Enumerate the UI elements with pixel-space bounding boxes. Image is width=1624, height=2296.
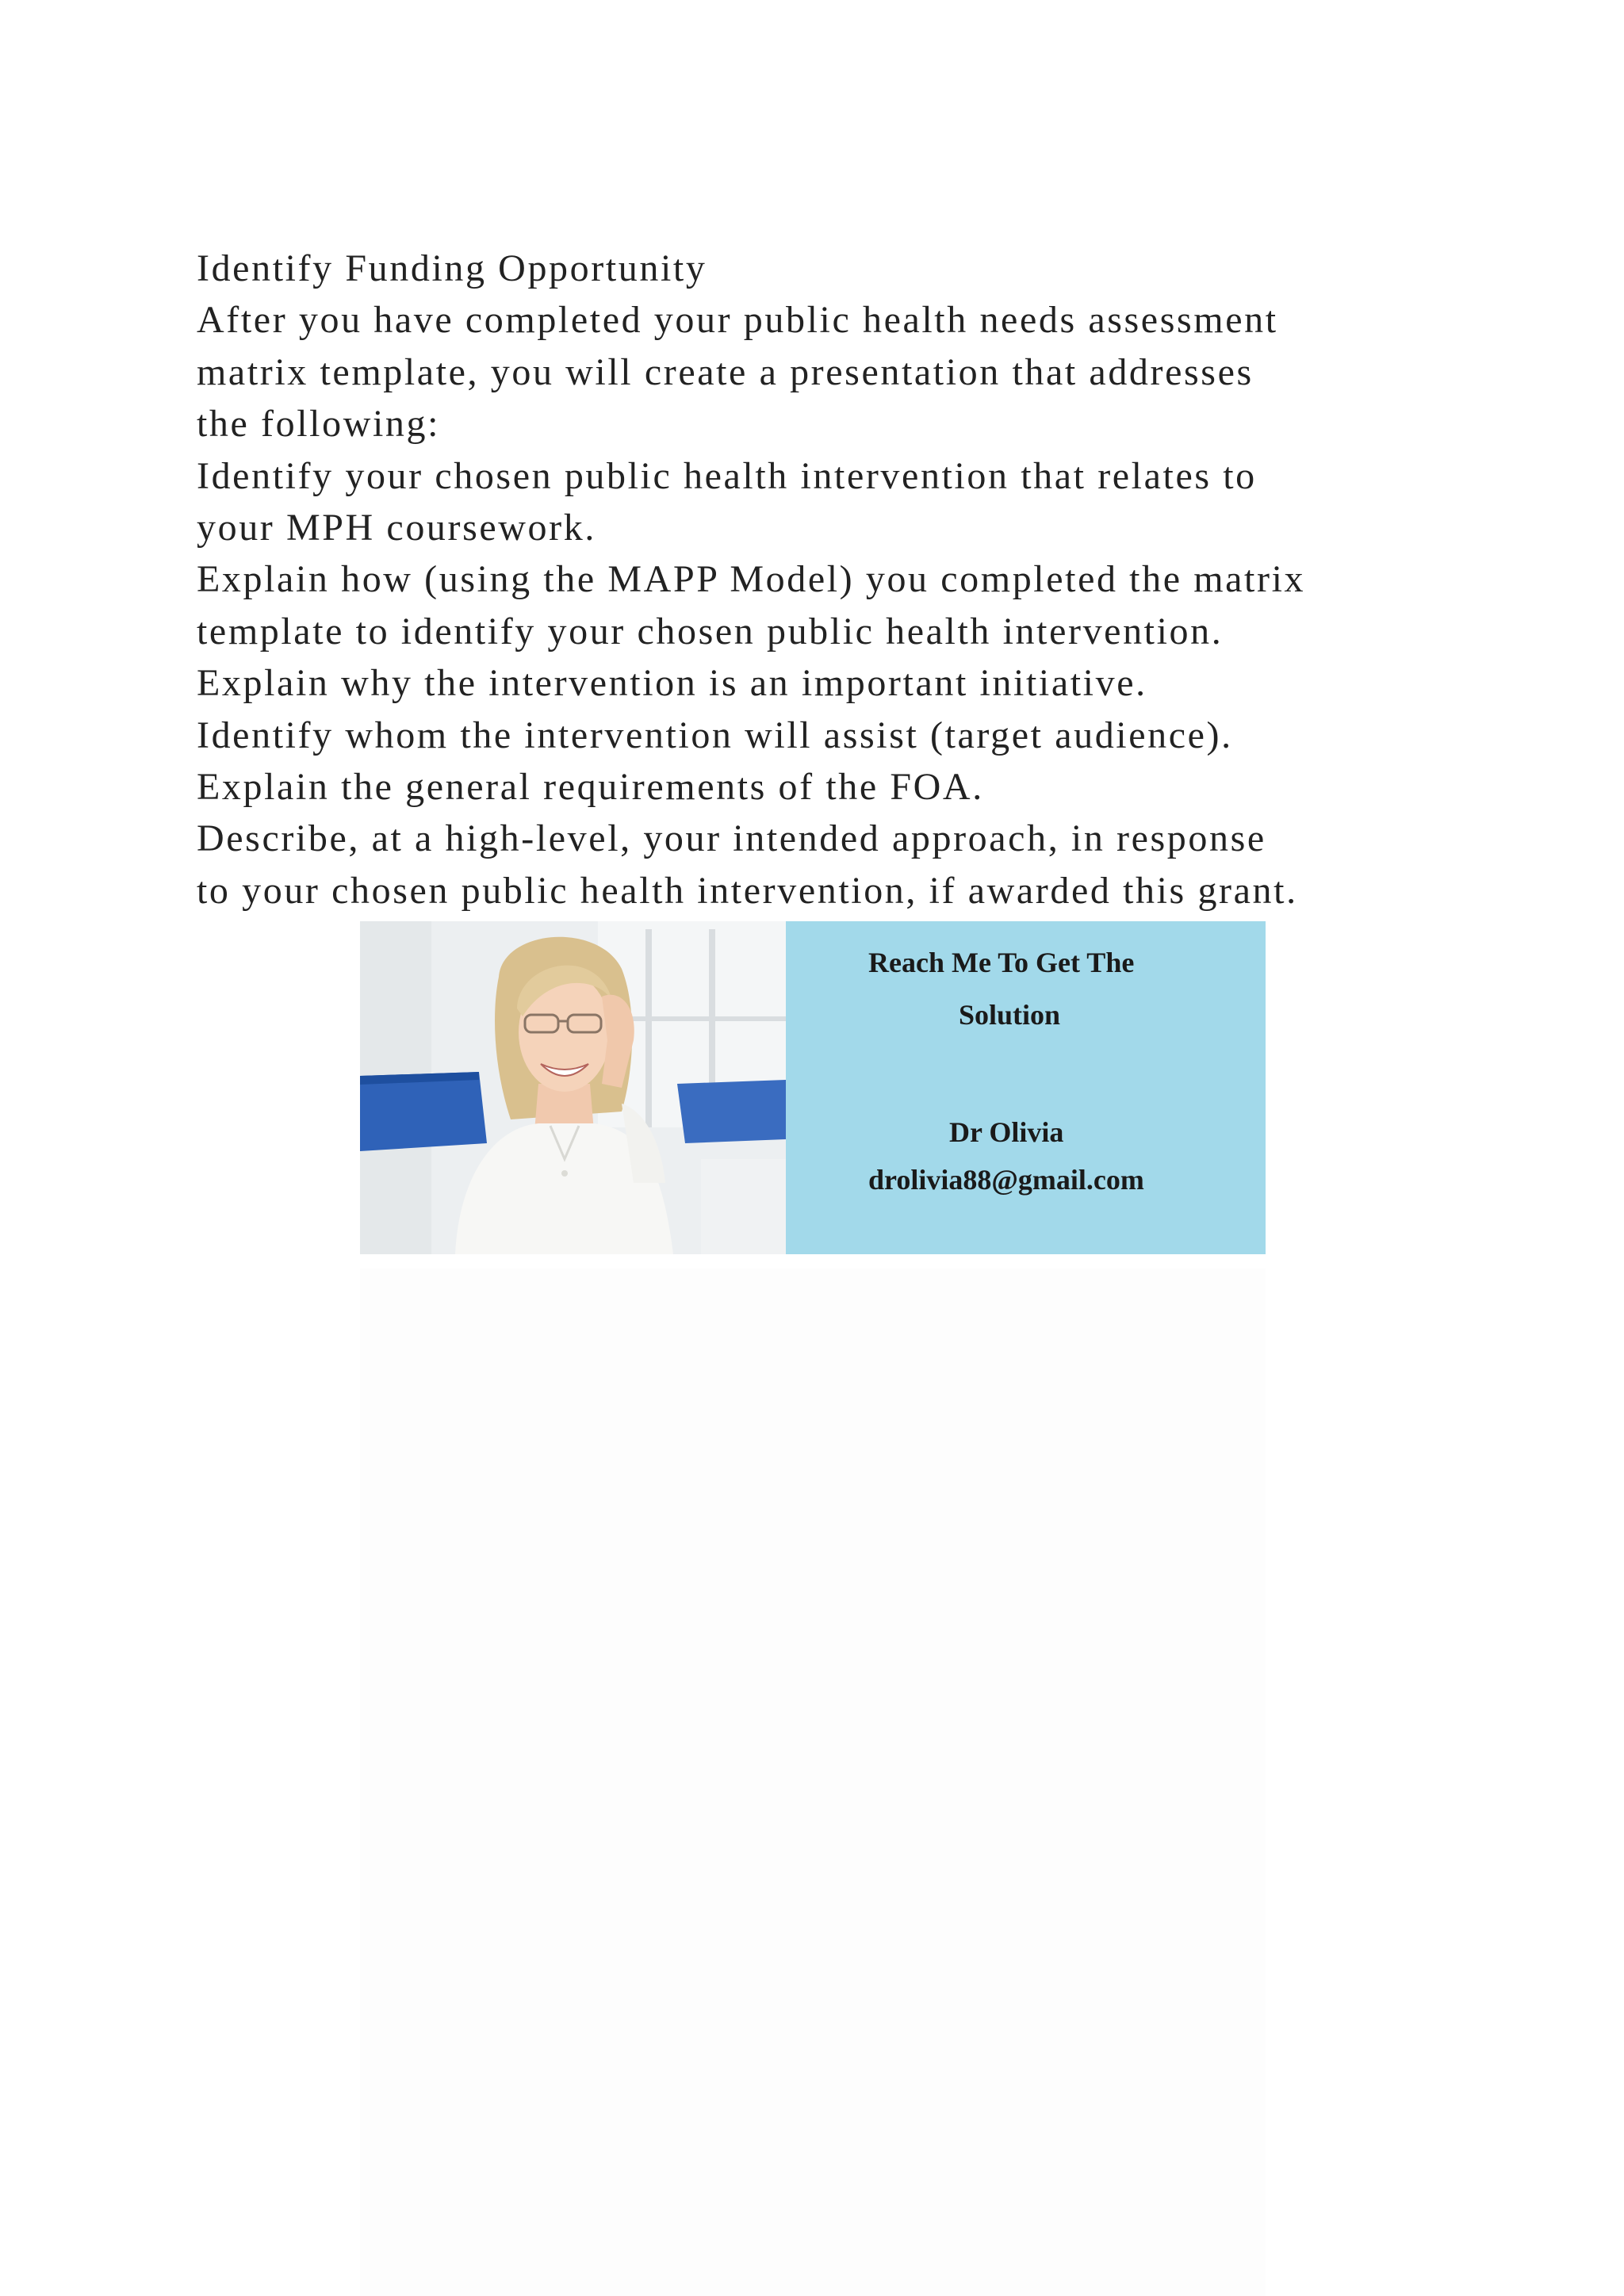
document-line: Explain why the intervention is an important initiative.	[197, 662, 1147, 705]
document-line: the following:	[197, 403, 441, 446]
document-line: to your chosen public health intervention, if awarded this grant.	[197, 869, 1298, 912]
document-line: matrix template, you will create a presentation that addresses	[197, 350, 1254, 393]
document-line: After you have completed your public health needs assessment	[197, 299, 1278, 342]
document-body	[197, 243, 1561, 916]
contact-name: Dr Olivia	[949, 1116, 1064, 1148]
document-line: your MPH coursework.	[197, 507, 596, 549]
card-headline: Reach Me To Get The	[868, 947, 1135, 978]
contact-email: drolivia88@gmail.com	[868, 1164, 1144, 1196]
page-shade	[360, 1269, 1266, 2296]
document-line: Explain the general requirements of the FOA.	[197, 766, 984, 809]
document-line: Describe, at a high-level, your intended approach, in response	[197, 817, 1266, 860]
contact-banner	[360, 921, 1266, 1254]
contact-card	[786, 921, 1266, 1254]
document-line: template to identify your chosen public health intervention.	[197, 610, 1224, 652]
woman-portrait-icon	[360, 921, 786, 1254]
document-title: Identify Funding Opportunity	[197, 247, 707, 289]
document-line: Identify your chosen public health intervention that relates to	[197, 454, 1257, 497]
document-line: Identify whom the intervention will assist (target audience).	[197, 714, 1233, 756]
banner-photo	[360, 921, 786, 1254]
card-headline-continued: Solution	[959, 999, 1061, 1031]
document-line: Explain how (using the MAPP Model) you completed the matrix	[197, 558, 1306, 601]
